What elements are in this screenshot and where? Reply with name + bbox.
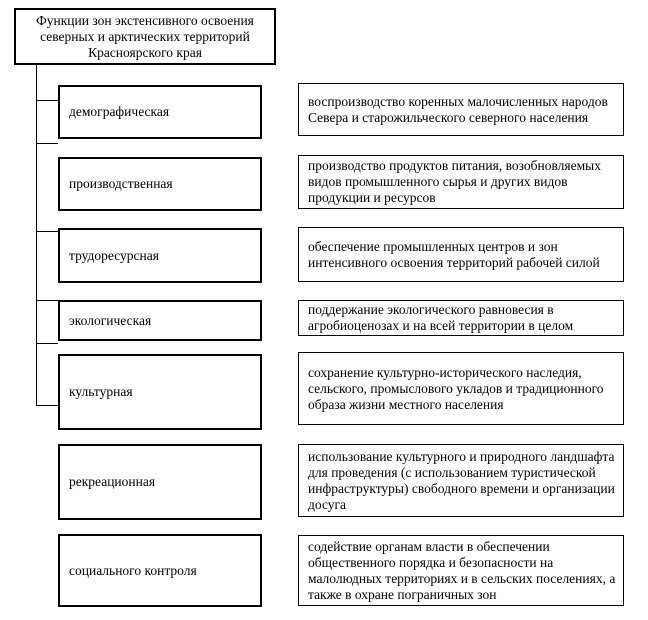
function-description: сохранение культурно-исторического наследия, сельского, промыслового укладов и традиционного образа жизни местного населения: [308, 364, 604, 412]
function-box-demographic: [58, 85, 262, 139]
diagram-title: Функции зон экстенсивного освоения северных и арктических территорий Красноярского края: [36, 12, 254, 60]
branch-line-6: [36, 405, 58, 406]
branch-line-2: [36, 143, 58, 144]
function-label: производственная: [69, 176, 173, 191]
function-label: демографическая: [69, 104, 170, 119]
function-description: поддержание экологического равновесия в агробиоценозах и на всей территории в целом: [308, 302, 574, 333]
function-box-production: [58, 157, 262, 211]
branch-line-5: [36, 343, 58, 344]
function-label: трудоресурсная: [69, 247, 159, 263]
description-box-labor: [298, 227, 624, 282]
function-description: производство продуктов питания, возобновляемых видов промышленного сырья и других видов продукции и ресурсов: [308, 158, 601, 205]
function-label: экологическая: [69, 312, 152, 328]
function-box-recreational: [58, 444, 262, 520]
description-box-ecological: [298, 300, 624, 336]
function-label: социального контроля: [69, 562, 197, 578]
description-box-social-control: [298, 535, 624, 606]
description-box-demographic: [298, 83, 624, 136]
function-box-cultural: [58, 354, 262, 430]
branch-line-1: [36, 100, 58, 101]
function-description: воспроизводство коренных малочисленных народов Севера и старожильческого северного населения: [308, 93, 608, 125]
diagram-title-box: [14, 8, 276, 65]
main-connector-line: [36, 65, 37, 405]
function-description: использование культурного и природного ландшафта для проведения (с использованием туристической инфраструктуры) свободного времени и организации досуга: [308, 448, 615, 512]
description-box-production: [298, 155, 624, 209]
function-label: рекреационная: [69, 474, 156, 489]
description-box-recreational: [298, 444, 624, 517]
function-box-ecological: [58, 300, 262, 341]
function-description: содействие органам власти в обеспечении общественного порядка и безопасности на малолюдных территориях и в сельских поселениях, а также в охране пограничных зон: [308, 538, 616, 602]
function-description: обеспечение промышленных центров и зон интенсивного освоения территорий рабочей силой: [308, 238, 600, 270]
function-box-labor: [58, 228, 262, 283]
function-box-social-control: [58, 534, 262, 607]
branch-line-4: [36, 300, 58, 301]
branch-line-3: [36, 231, 58, 232]
description-box-cultural: [298, 352, 624, 425]
function-label: культурная: [69, 384, 133, 399]
